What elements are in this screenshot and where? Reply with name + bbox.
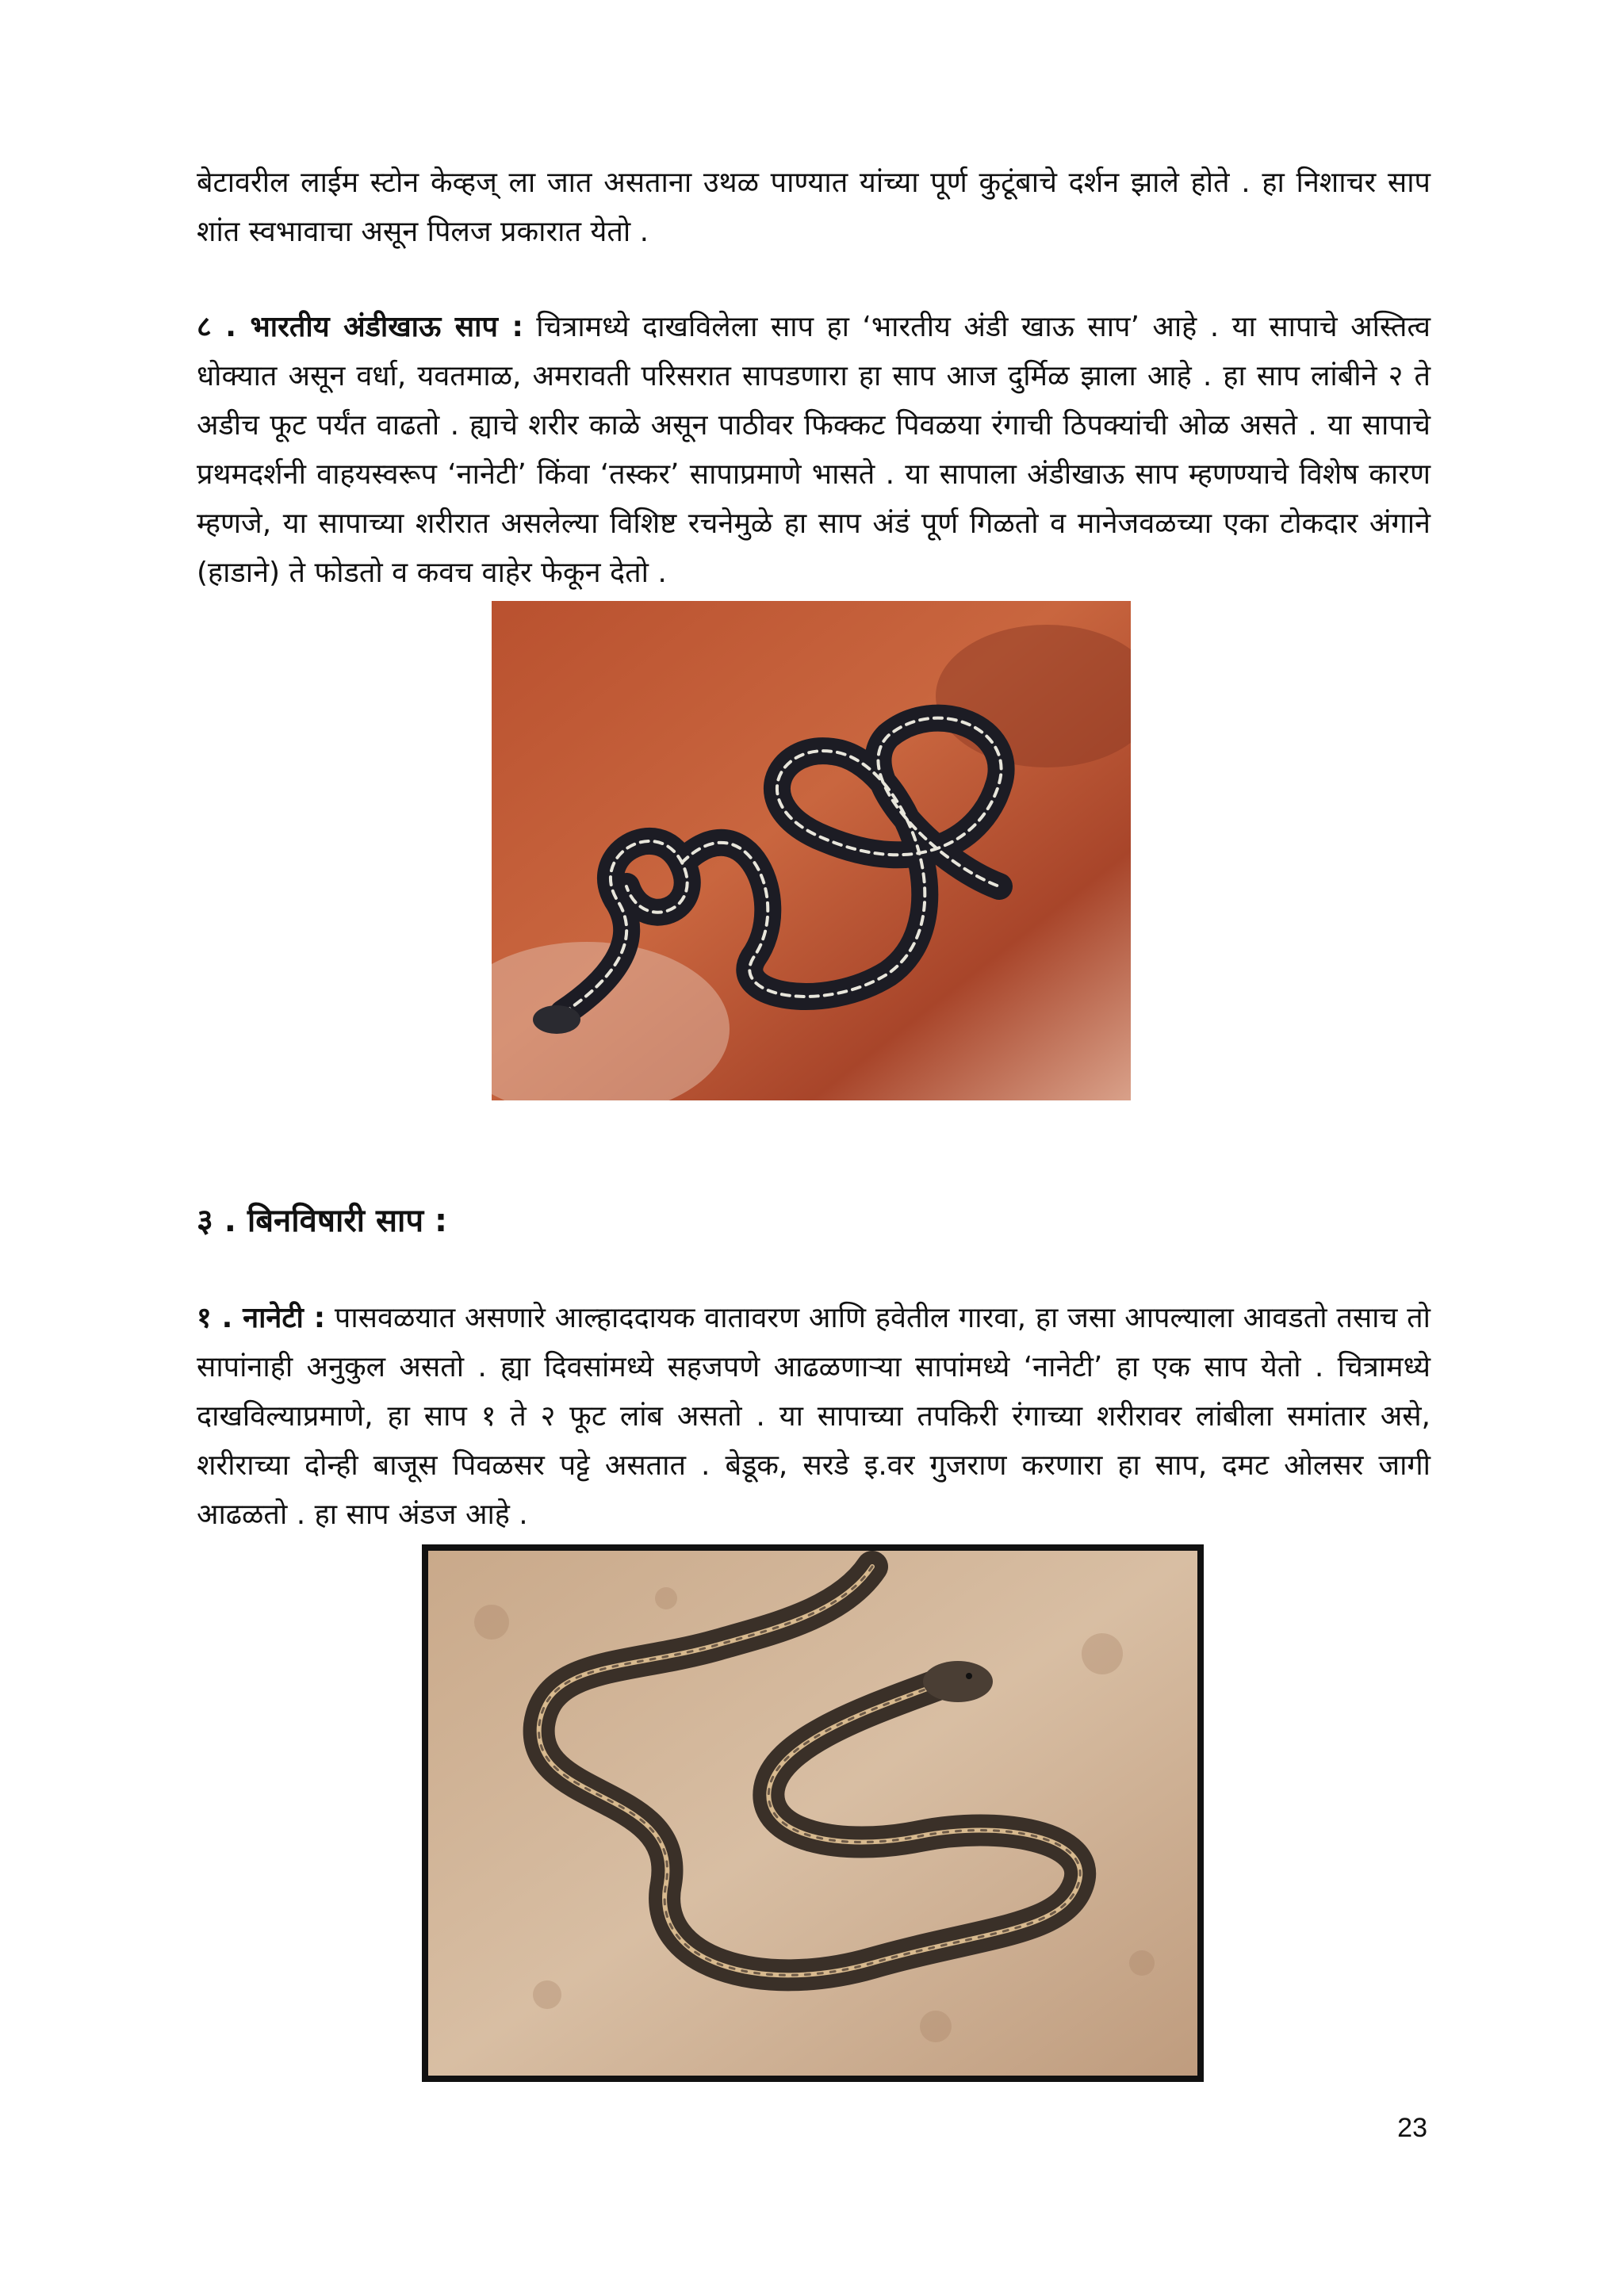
section-nanneti-title: १ . नानेटी : (197, 1302, 326, 1334)
section-nanneti-body: पासवळयात असणारे आल्हाददायक वातावरण आणि हवेतील गारवा, हा जसा आपल्याला आवडतो तसाच तो सापांनाही अनुकुल असतो . ह्या दिवसांमध्ये सहजपणे आढळणाऱ्या सापांमध्ये ‘नानेटी’ हा एक साप येतो . चित्रामध्ये दाखविल्याप्रमाणे, हा साप १ ते २ फूट लांब असतो . या सापाच्या तपकिरी रंगाच्या शरीरावर लांबीला समांतार असे, शरीराच्या दोन्ही बाजूस पिवळसर पट्टे असतात . बेडूक, सरडे इ.वर गुजराण करणारा हा साप, दमट ओलसर जागी आढळतो . हा साप अंडज आहे . (197, 1302, 1431, 1531)
section-heading-non-venomous: ३ . बिनविषारी साप : (197, 1203, 448, 1239)
section-indian-egg-eater-paragraph (197, 303, 1431, 598)
section-nanneti-paragraph (197, 1294, 1431, 1540)
section-indian-egg-eater-title: ८ . भारतीय अंडीखाऊ साप : (197, 311, 523, 343)
egg-eater-snake-photo (492, 601, 1131, 1100)
intro-paragraph: बेटावरील लाईम स्टोन केव्हज् ला जात असताना उथळ पाण्यात यांच्या पूर्ण कुटूंबाचे दर्शन झाले होते . हा निशाचर साप शांत स्वभावाचा असून पिलज प्रकारात येतो . (197, 166, 1431, 248)
page-number: 23 (1397, 2113, 1427, 2143)
nanneti-snake-photo (422, 1544, 1204, 2082)
section-indian-egg-eater-body: चित्रामध्ये दाखविलेला साप हा ‘भारतीय अंडी खाऊ साप’ आहे . या सापाचे अस्तित्व धोक्यात असून वर्धा, यवतमाळ, अमरावती परिसरात सापडणारा हा साप आज दुर्मिळ झाला आहे . हा साप लांबीने २ ते अडीच फूट पर्यंत वाढतो . ह्याचे शरीर काळे असून पाठीवर फिक्कट पिवळया रंगाची ठिपक्यांची ओळ असते . या सापाचे प्रथमदर्शनी वाहयस्वरूप ‘नानेटी’ किंवा ‘तस्कर’ सापाप्रमाणे भासते . या सापाला अंडीखाऊ साप म्हणण्याचे विशेष कारण म्हणजे, या सापाच्या शरीरात असलेल्या विशिष्ट रचनेमुळे हा साप अंडं पूर्ण गिळतो व मानेजवळच्या एका टोकदार अंगाने (हाडाने) ते फोडतो व कवच वाहेर फेकून देतो . (197, 311, 1431, 589)
